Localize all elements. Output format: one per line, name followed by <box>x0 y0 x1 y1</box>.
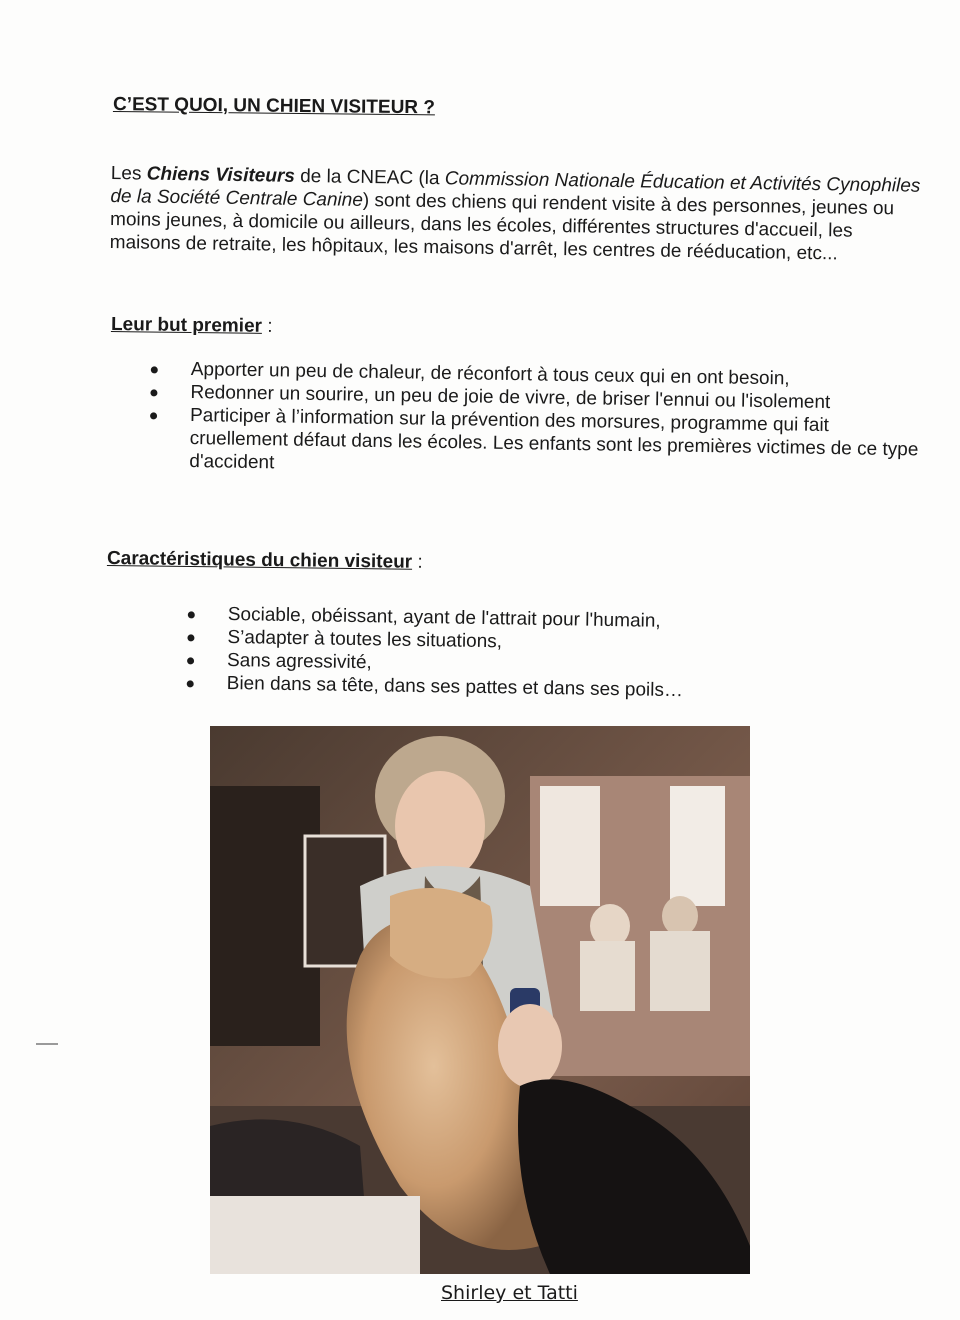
intro-text-3: ) sont des chiens qui rendent visite à des personnes, jeunes ou moins jeunes, à domicile ou ailleurs, dans les écoles, différentes structures d'accueil, les maisons de retraite, les hôpitaux, les maisons d'arrêt, les centres de rééducation, etc... <box>109 189 895 265</box>
intro-term: Chiens Visiteurs <box>146 163 296 187</box>
bullet-icon <box>151 366 158 373</box>
bullet-icon <box>188 611 195 618</box>
list-item-text: Sociable, obéissant, ayant de l'attrait pour l'humain, <box>227 603 661 632</box>
bullet-icon <box>150 389 157 396</box>
bullet-icon <box>187 657 194 664</box>
list-item-text: Participer à l’information sur la prévention des morsures, programme qui fait cruellement défaut dans les écoles. Les enfants sont les premières victimes de ce type d'accident <box>189 404 919 474</box>
page-title: C’EST QUOI, UN CHIEN VISITEUR ? <box>112 94 436 119</box>
bullet-icon <box>150 412 157 419</box>
bullet-icon <box>187 634 194 641</box>
intro-text-1: Les <box>110 162 147 185</box>
list-item <box>189 404 925 485</box>
visit-photo <box>210 726 750 1274</box>
photo-caption: Shirley et Tatti <box>441 1282 578 1304</box>
goals-heading <box>111 314 273 338</box>
goals-heading-label: Leur but premier <box>110 314 263 337</box>
traits-heading <box>107 548 423 574</box>
visit-photo-illustration <box>210 726 750 1274</box>
bullet-icon <box>187 680 194 687</box>
list-item-text: Sans agressivité, <box>226 649 372 674</box>
intro-paragraph <box>110 162 921 267</box>
goals-list <box>189 358 926 485</box>
traits-heading-suffix: : <box>412 551 423 573</box>
list-item-text: S’adapter à toutes les situations, <box>227 626 503 653</box>
intro-org-name: Commission Nationale Éducation et Activités Cynophiles de la Société Centrale Canine <box>110 168 921 211</box>
traits-heading-label: Caractéristiques du chien visiteur <box>106 548 413 573</box>
scan-mark <box>36 1043 58 1045</box>
goals-heading-suffix: : <box>261 315 273 337</box>
list-item-text: Apporter un peu de chaleur, de réconfort à tous ceux qui en ont besoin, <box>190 358 790 390</box>
traits-list <box>227 603 788 704</box>
intro-text-2: de la CNEAC (la <box>294 165 446 190</box>
list-item-text: Redonner un sourire, un peu de joie de vivre, de briser l'ennui ou l'isolement <box>190 381 831 414</box>
list-item-text: Bien dans sa tête, dans ses pattes et dans ses poils… <box>226 672 684 702</box>
